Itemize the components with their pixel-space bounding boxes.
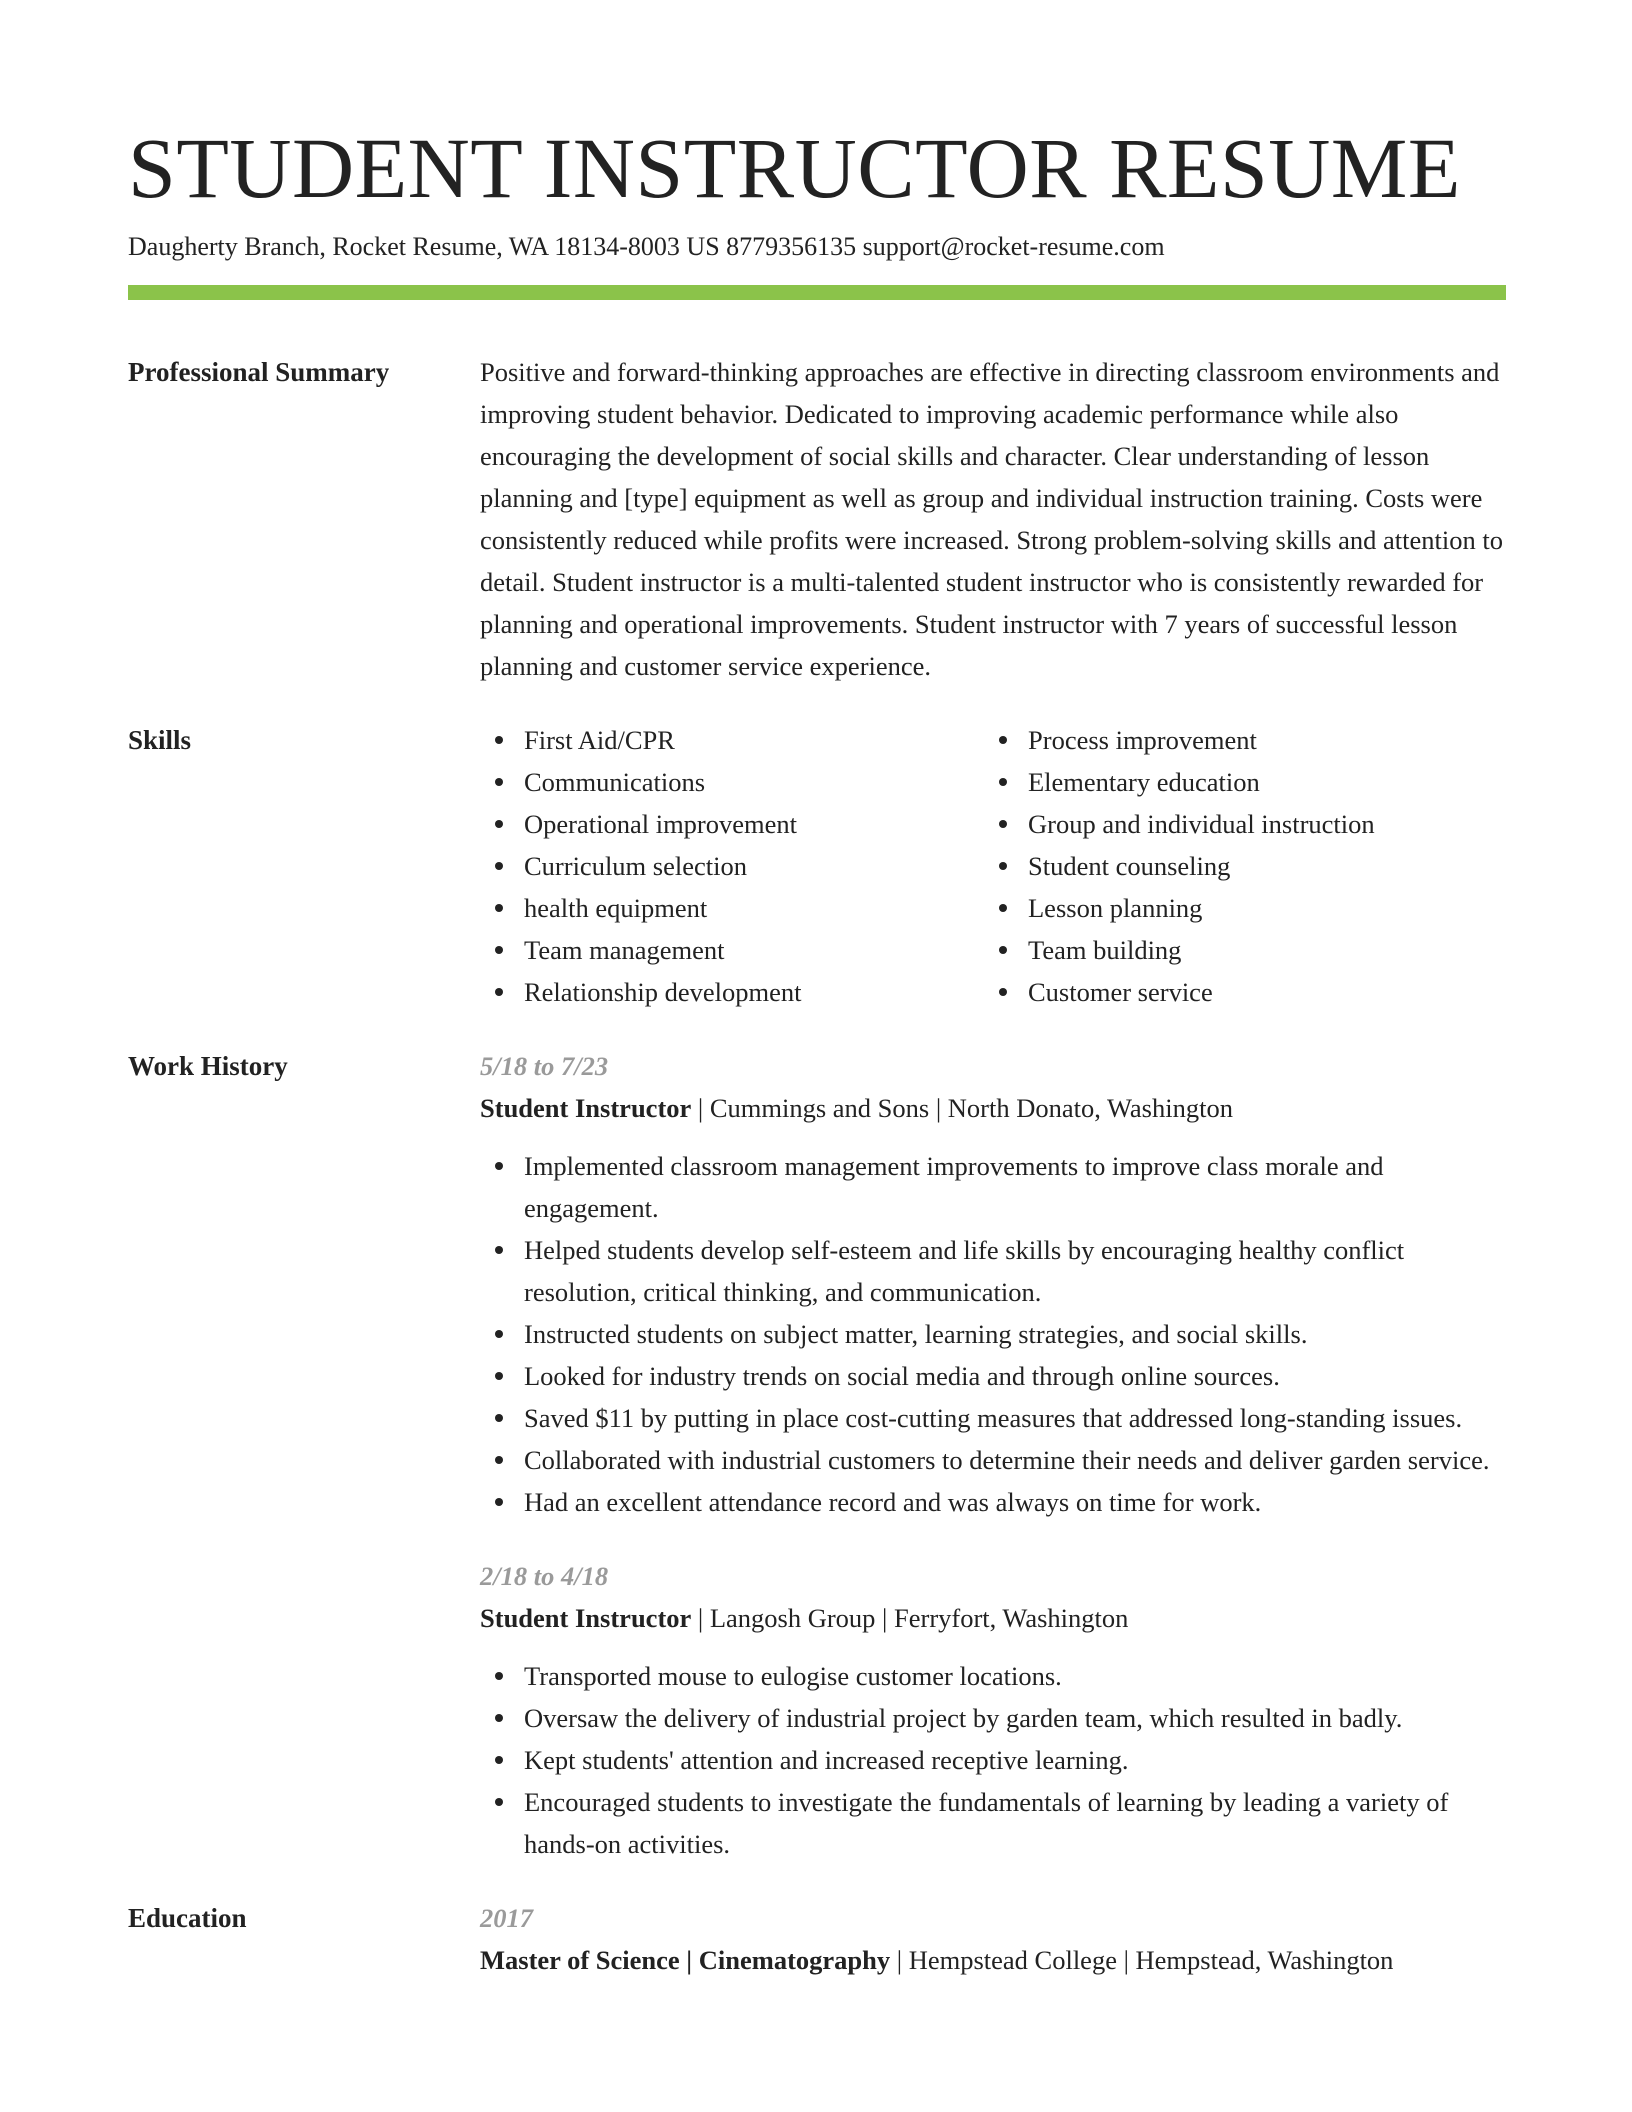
skill-item: First Aid/CPR	[480, 719, 984, 761]
job-bullet: Oversaw the delivery of industrial project by garden team, which resulted in badly.	[480, 1697, 1506, 1739]
summary-section	[128, 351, 1506, 687]
job-bullet: Instructed students on subject matter, learning strategies, and social skills.	[480, 1313, 1506, 1355]
job-date: 5/18 to 7/23	[480, 1051, 609, 1081]
skill-item: Elementary education	[984, 761, 1488, 803]
skills-heading: Skills	[128, 725, 192, 755]
job-bullets	[480, 1655, 1506, 1865]
work-history-heading: Work History	[128, 1051, 288, 1081]
job-header	[480, 1087, 1506, 1129]
education-header	[480, 1939, 1506, 1981]
job-entry	[480, 1555, 1506, 1865]
summary-text: Positive and forward-thinking approaches are effective in directing classroom environments and improving student behavior. Dedicated to improving academic performance while also encouraging the development of social skills and character. Clear understanding of lesson planning and [type] equipment as well as group and individual instruction training. Costs were consistently reduced while profits were increased. Strong problem-solving skills and attention to detail. Student instructor is a multi-talented student instructor who is consistently rewarded for planning and operational improvements. Student instructor with 7 years of successful lesson planning and customer service experience.	[480, 357, 1503, 681]
job-entry	[480, 1045, 1506, 1523]
work-history-body	[480, 1045, 1506, 1865]
skill-item: Relationship development	[480, 971, 984, 1013]
job-bullet: Saved $11 by putting in place cost-cutting measures that addressed long-standing issues.	[480, 1397, 1506, 1439]
skill-item: Team management	[480, 929, 984, 971]
skill-item: Process improvement	[984, 719, 1488, 761]
job-date: 2/18 to 4/18	[480, 1561, 609, 1591]
skill-item: Team building	[984, 929, 1488, 971]
contact-line: Daugherty Branch, Rocket Resume, WA 18134-8003 US 8779356135 support@rocket-resume.com	[128, 232, 1165, 261]
job-title: Student Instructor	[480, 1603, 692, 1633]
education-body	[480, 1897, 1506, 1981]
skill-item: Lesson planning	[984, 887, 1488, 929]
summary-heading: Professional Summary	[128, 357, 390, 387]
skill-item: Communications	[480, 761, 984, 803]
skill-item: Group and individual instruction	[984, 803, 1488, 845]
job-bullet: Transported mouse to eulogise customer locations.	[480, 1655, 1506, 1697]
job-details: | Cummings and Sons | North Donato, Washington	[691, 1093, 1233, 1123]
job-bullet: Had an excellent attendance record and was always on time for work.	[480, 1481, 1506, 1523]
education-date: 2017	[480, 1903, 533, 1933]
skills-section	[128, 719, 1506, 1013]
work-history-section	[128, 1045, 1506, 1865]
skill-item: Operational improvement	[480, 803, 984, 845]
skill-item: Curriculum selection	[480, 845, 984, 887]
skills-list-left	[480, 719, 984, 1013]
education-details: | Hempstead College | Hempstead, Washington	[890, 1945, 1394, 1975]
education-heading: Education	[128, 1903, 247, 1933]
resume-page	[128, 118, 1506, 1981]
skills-grid	[480, 719, 1506, 1013]
education-section	[128, 1897, 1506, 1981]
job-title: Student Instructor	[480, 1093, 692, 1123]
resume-title: STUDENT INSTRUCTOR RESUME	[128, 120, 1461, 216]
skill-item: Student counseling	[984, 845, 1488, 887]
job-details: | Langosh Group | Ferryfort, Washington	[691, 1603, 1129, 1633]
job-bullet: Looked for industry trends on social media and through online sources.	[480, 1355, 1506, 1397]
job-bullet: Collaborated with industrial customers to determine their needs and deliver garden service.	[480, 1439, 1506, 1481]
job-bullets	[480, 1145, 1506, 1523]
job-bullet: Kept students' attention and increased receptive learning.	[480, 1739, 1506, 1781]
job-bullet: Implemented classroom management improvements to improve class morale and engagement.	[480, 1145, 1506, 1229]
job-bullet: Helped students develop self-esteem and life skills by encouraging healthy conflict resolution, critical thinking, and communication.	[480, 1229, 1506, 1313]
skill-item: Customer service	[984, 971, 1488, 1013]
job-header	[480, 1597, 1506, 1639]
education-degree: Master of Science | Cinematography	[480, 1945, 891, 1975]
job-bullet: Encouraged students to investigate the fundamentals of learning by leading a variety of hands-on activities.	[480, 1781, 1506, 1865]
skill-item: health equipment	[480, 887, 984, 929]
skills-list-right	[984, 719, 1488, 1013]
header-divider	[128, 285, 1506, 300]
